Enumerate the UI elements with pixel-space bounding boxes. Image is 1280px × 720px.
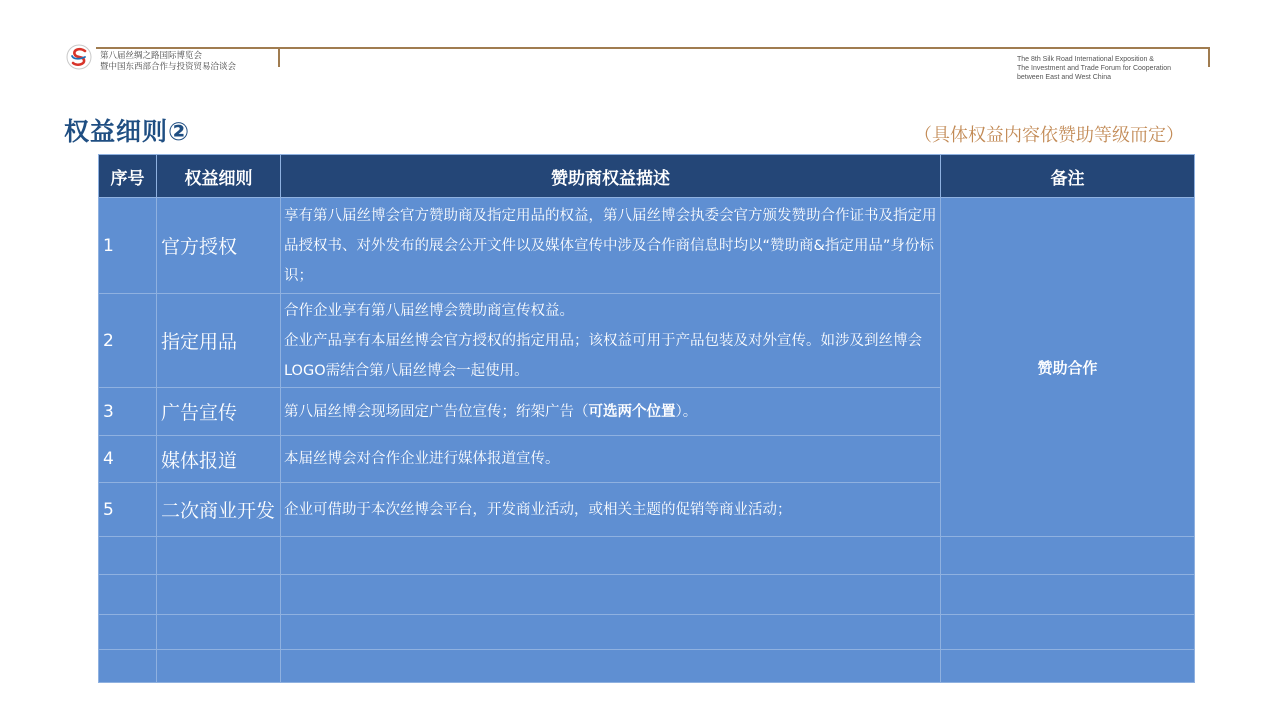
header-no: 序号 (99, 155, 157, 198)
empty-row (99, 575, 1195, 615)
empty-cell (157, 537, 281, 575)
row-number: 2 (99, 294, 157, 388)
empty-cell (99, 537, 157, 575)
empty-cell (281, 537, 941, 575)
empty-cell (941, 575, 1195, 615)
benefit-description-line-2: 企业产品享有本届丝博会官方授权的指定用品；该权益可用于产品包装及对外宣传。如涉及到丝博会LOGO需结合第八届丝博会一起使用。 (284, 332, 922, 379)
row-number: 1 (99, 198, 157, 294)
empty-cell (99, 650, 157, 683)
empty-row (99, 650, 1195, 683)
empty-cell (941, 615, 1195, 650)
benefit-name: 广告宣传 (157, 388, 281, 436)
empty-cell (99, 575, 157, 615)
benefit-description: 本届丝博会对合作企业进行媒体报道宣传。 (281, 436, 941, 483)
organizer-en-line-1: The 8th Silk Road International Exposition & (1017, 56, 1154, 63)
empty-cell (941, 537, 1195, 575)
header-rule-tick-left (278, 47, 280, 67)
page-title: 权益细则② (64, 117, 191, 146)
organizer-line-1: 第八届丝绸之路国际博览会 (100, 51, 203, 61)
header-rule-tick-right (1208, 47, 1210, 67)
empty-cell (281, 615, 941, 650)
benefit-description (281, 294, 941, 388)
benefit-name: 媒体报道 (157, 436, 281, 483)
organizer-line-2: 暨中国东西部合作与投资贸易洽谈会 (100, 61, 237, 72)
empty-row (99, 537, 1195, 575)
empty-cell (157, 575, 281, 615)
empty-cell (157, 615, 281, 650)
empty-cell (157, 650, 281, 683)
benefit-description: 企业可借助于本次丝博会平台，开发商业活动，或相关主题的促销等商业活动； (281, 483, 941, 537)
benefit-name: 二次商业开发 (157, 483, 281, 537)
benefit-name: 指定用品 (157, 294, 281, 388)
organizer-name-en (1017, 55, 1171, 83)
benefit-description-bold: 可选两个位置 (588, 403, 676, 420)
benefit-description-pre: 第八届丝博会现场固定广告位宣传；绗架广告（ (284, 403, 589, 420)
benefit-description: 享有第八届丝博会官方赞助商及指定用品的权益，第八届丝博会执委会官方颁发赞助合作证书及指定用品授权书、对外发布的展会公开文件以及媒体宣传中涉及合作商信息时均以“赞助商&指定用品”身份标识； (281, 198, 941, 294)
organizer-en-line-3: between East and West China (1017, 74, 1112, 82)
empty-cell (281, 650, 941, 683)
row-number: 4 (99, 436, 157, 483)
empty-cell (99, 615, 157, 650)
benefit-name: 官方授权 (157, 198, 281, 294)
header-rule (96, 47, 1210, 49)
benefits-table (98, 154, 1195, 683)
table-header-row (99, 155, 1195, 198)
note-cell: 赞助合作 (941, 198, 1195, 537)
row-number: 5 (99, 483, 157, 537)
header-note: 备注 (941, 155, 1195, 198)
benefit-description-post: ）。 (675, 403, 698, 420)
empty-row (99, 615, 1195, 650)
table-row (99, 198, 1195, 294)
silk-road-logo-icon (66, 44, 92, 70)
organizer-en-line-2: The Investment and Trade Forum for Cooperation (1017, 65, 1172, 73)
benefit-description-line-1: 合作企业享有第八届丝博会赞助商宣传权益。 (284, 302, 574, 319)
row-number: 3 (99, 388, 157, 436)
organizer-name-cn (100, 51, 236, 72)
benefit-description (281, 388, 941, 436)
header-name: 权益细则 (157, 155, 281, 198)
empty-cell (941, 650, 1195, 683)
header-desc: 赞助商权益描述 (281, 155, 941, 198)
page-subtitle: （具体权益内容依赞助等级而定） (914, 125, 1184, 146)
empty-cell (281, 575, 941, 615)
